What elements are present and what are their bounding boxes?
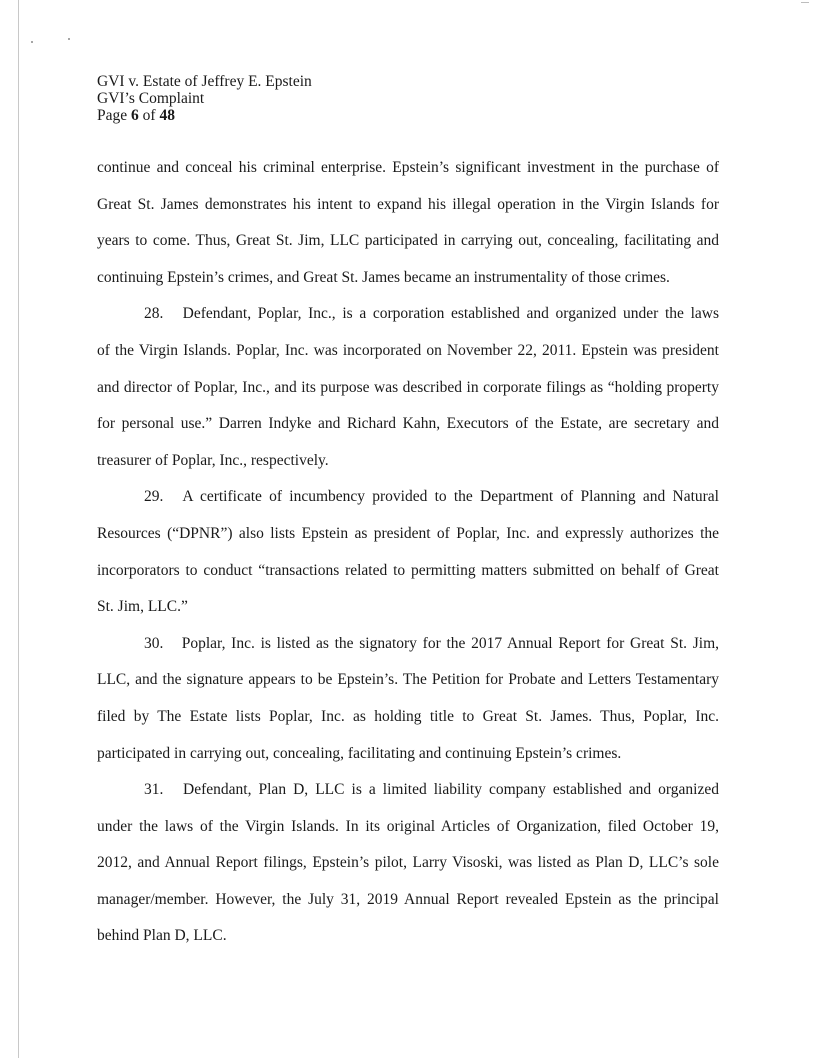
paragraph-number: 30.	[144, 634, 164, 652]
text-line	[97, 479, 719, 516]
text-line: years to come. Thus, Great St. Jim, LLC participated in carrying out, concealing, facilitating and	[97, 232, 719, 250]
text-line-content: A certificate of incumbency provided to the Department of Planning and Natural	[182, 488, 719, 506]
text-line: and director of Poplar, Inc., and its purpose was described in corporate filings as “holding property	[97, 378, 719, 396]
document-body	[97, 150, 719, 955]
scan-edge-line	[18, 0, 19, 1058]
paragraph-continuation	[97, 150, 719, 296]
text-line: continuing Epstein’s crimes, and Great St. James became an instrumentality of those crimes.	[97, 268, 670, 286]
scan-speck	[31, 41, 33, 43]
text-line: participated in carrying out, concealing, facilitating and continuing Epstein’s crimes.	[97, 744, 622, 762]
scan-speck	[68, 38, 70, 40]
page-header	[97, 73, 312, 124]
text-line: treasurer of Poplar, Inc., respectively.	[97, 451, 329, 469]
document-title: GVI’s Complaint	[97, 90, 205, 107]
text-line: Great St. James demonstrates his intent to expand his illegal operation in the Virgin Islands for	[97, 195, 719, 213]
text-line: Resources (“DPNR”) also lists Epstein as president of Poplar, Inc. and expressly authorizes the	[97, 524, 719, 542]
page-prefix: Page	[97, 107, 132, 124]
text-line: for personal use.” Darren Indyke and Richard Kahn, Executors of the Estate, are secretary and	[97, 415, 719, 433]
paragraph-28	[97, 296, 719, 479]
text-line: LLC, and the signature appears to be Epstein’s. The Petition for Probate and Letters Testamentary	[97, 671, 719, 689]
text-line-content: Poplar, Inc. is listed as the signatory for the 2017 Annual Report for Great St. Jim,	[181, 634, 719, 652]
paragraph-31	[97, 772, 719, 955]
page-total: 48	[159, 107, 175, 124]
scan-corner-mark	[801, 2, 809, 3]
paragraph-30	[97, 626, 719, 772]
text-line-content: Defendant, Poplar, Inc., is a corporation established and organized under the laws	[182, 305, 720, 323]
page-of: of	[138, 107, 160, 124]
text-line: 2012, and Annual Report filings, Epstein’s pilot, Larry Visoski, was listed as Plan D, LLC’s sole	[97, 854, 719, 872]
paragraph-number: 28.	[144, 305, 164, 323]
page-number: 6	[131, 107, 139, 124]
text-line-content: Defendant, Plan D, LLC is a limited liability company established and organized	[183, 781, 720, 799]
text-line: St. Jim, LLC.”	[97, 598, 188, 616]
case-title: GVI v. Estate of Jeffrey E. Epstein	[97, 73, 312, 90]
text-line: behind Plan D, LLC.	[97, 927, 227, 945]
text-line: of the Virgin Islands. Poplar, Inc. was incorporated on November 22, 2011. Epstein was president	[97, 341, 719, 359]
text-line: under the laws of the Virgin Islands. In its original Articles of Organization, filed October 19,	[97, 817, 719, 835]
paragraph-29	[97, 479, 719, 625]
text-line: continue and conceal his criminal enterprise. Epstein’s significant investment in the purchase of	[97, 159, 719, 176]
paragraph-number: 31.	[144, 781, 164, 799]
text-line	[97, 772, 719, 809]
text-line	[97, 626, 719, 663]
page-indicator	[97, 107, 312, 124]
text-line: incorporators to conduct “transactions related to permitting matters submitted on behalf of Great	[97, 561, 719, 579]
text-line: filed by The Estate lists Poplar, Inc. as holding title to Great St. James. Thus, Poplar, Inc.	[97, 707, 719, 725]
paragraph-number: 29.	[144, 488, 164, 506]
text-line: manager/member. However, the July 31, 2019 Annual Report revealed Epstein as the principal	[97, 890, 719, 908]
text-line	[97, 296, 719, 333]
